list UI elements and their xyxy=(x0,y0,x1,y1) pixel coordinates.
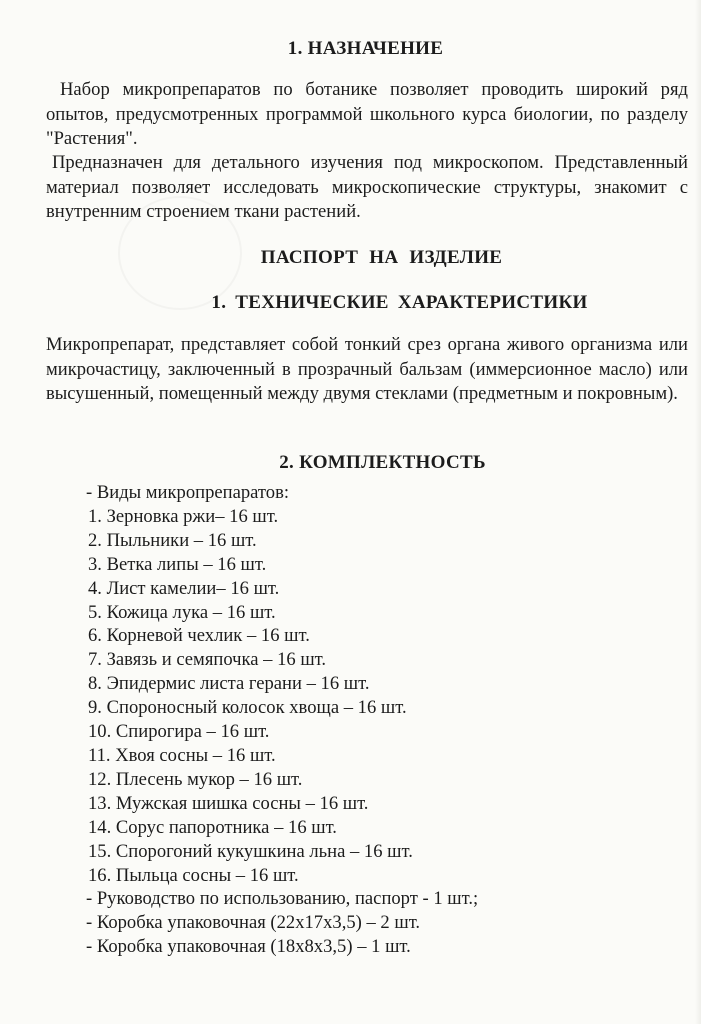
list-item: 13. Мужская шишка сосны – 16 шт. xyxy=(88,792,369,814)
list-item: 6. Корневой чехлик – 16 шт. xyxy=(88,625,310,647)
list-item: 5. Кожица лука – 16 шт. xyxy=(88,601,276,623)
list-item: 9. Спороносный колосок хвоща – 16 шт. xyxy=(88,697,407,719)
kit-intro: - Виды микропрепаратов: xyxy=(86,482,290,503)
list-item: 11. Хвоя сосны – 16 шт. xyxy=(88,744,276,766)
scan-edge-shadow xyxy=(695,0,701,1024)
kit-list xyxy=(88,481,478,959)
list-item: 16. Пыльца сосны – 16 шт. xyxy=(88,864,299,886)
purpose-paragraph-1: Набор микропрепаратов по ботанике позволяет проводить широкий ряд опытов, предусмотренных программой школьного курса биологии, по разделу "Растения". xyxy=(46,79,688,149)
kit-heading: 2. КОМПЛЕКТНОСТЬ xyxy=(279,452,486,473)
list-item: 8. Эпидермис листа герани – 16 шт. xyxy=(88,673,370,695)
tech-specs-heading: 1. ТЕХНИЧЕСКИЕ ХАРАКТЕРИСТИКИ xyxy=(211,292,588,313)
list-item: 1. Зерновка ржи– 16 шт. xyxy=(88,505,279,527)
tech-specs-paragraph: Микропрепарат, представляет собой тонкий срез органа живого организма или микрочастицу, заключенный в прозрачный бальзам (иммерсионное масло) или высушенный, помещенный между двумя стеклами (предметным и покровным). xyxy=(46,334,688,404)
list-item: 15. Спорогоний кукушкина льна – 16 шт. xyxy=(88,840,413,862)
list-item: 3. Ветка липы – 16 шт. xyxy=(88,553,267,575)
list-item: 2. Пыльники – 16 шт. xyxy=(88,529,257,551)
list-item: 10. Спирогира – 16 шт. xyxy=(88,721,270,743)
purpose-heading: 1. НАЗНАЧЕНИЕ xyxy=(287,38,444,59)
list-item: 14. Сорус папоротника – 16 шт. xyxy=(88,816,337,838)
list-item: 4. Лист камелии– 16 шт. xyxy=(88,577,280,599)
kit-extra-item: - Коробка упаковочная (22x17x3,5) – 2 шт. xyxy=(86,912,421,934)
list-item: 12. Плесень мукор – 16 шт. xyxy=(88,768,303,790)
purpose-paragraph-2: Предназначен для детального изучения под микроскопом. Представленный материал позволяет исследовать микроскопические структуры, знакомит с внутренним строением ткани растений. xyxy=(46,152,688,222)
kit-extra-item: - Руководство по использованию, паспорт - 1 шт.; xyxy=(86,888,479,910)
list-item: 7. Завязь и семяпочка – 16 шт. xyxy=(88,649,327,671)
kit-extra-item: - Коробка упаковочная (18x8x3,5) – 1 шт. xyxy=(86,936,411,958)
passport-heading: ПАСПОРТ НА ИЗДЕЛИЕ xyxy=(260,247,503,268)
